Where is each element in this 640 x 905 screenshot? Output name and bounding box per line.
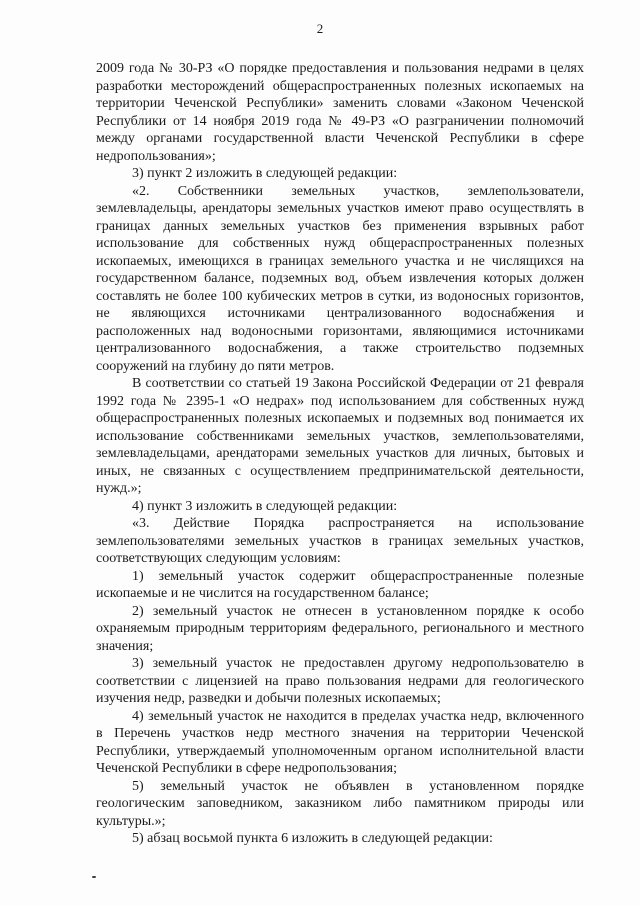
paragraph: 4) земельный участок не находится в пределах участка недр, включенного в Перечень участков недр местного значения на территории Чеченской Республики, утверждаемый уполномоченным органом исполнительной власти Чеченской Республики в сфере недропользования; [96,708,584,776]
paragraph: «3. Действие Порядка распространяется на использование землепользователями земельных участков в границах земельных участков, соответствующих следующим условиям: [96,516,584,566]
page-number: 2 [316,21,324,36]
paragraph: 3) земельный участок не предоставлен другому недропользователю в соответствии с лицензией на право пользования недрами для геологического изучения недр, разведки и добычи полезных ископаемых; [96,656,584,706]
paragraph: 5) абзац восьмой пункта 6 изложить в следующей редакции: [132,831,493,846]
paragraph: 2009 года № 30-РЗ «О порядке предоставления и пользования недрами в целях разработки месторождений общераспространенных полезных ископаемых на территории Чеченской Республики» заменить словами «Законом Чеченской Республики от 14 ноября 2019 года № 49-РЗ «О разграничении полномочий между органами государственной власти Чеченской Республики в сфере недропользования»; [96,61,584,164]
scan-artifact [92,876,96,878]
document-body [96,60,584,848]
paragraph: «2. Собственники земельных участков, землепользователи, землевладельцы, арендаторы земельных участков имеют право осуществлять в границах данных земельных участков без применения взрывных работ использование для собственных нужд общераспространенных полезных ископаемых, имеющихся в границах земельного участка и не числящихся на государственном балансе, подземных вод, объем извлечения которых должен составлять не более 100 кубических метров в сутки, из водоносных горизонтов, не являющихся источниками централизованного водоснабжения и расположенных над водоносными горизонтами, являющимися источниками централизованного водоснабжения, а также строительство подземных сооружений на глубину до пяти метров. [96,183,584,374]
paragraph: 3) пункт 2 изложить в следующей редакции: [132,166,398,181]
paragraph: 4) пункт 3 изложить в следующей редакции: [132,498,398,514]
paragraph: В соответствии со статьей 19 Закона Российской Федерации от 21 февраля 1992 года № 2395-1 «О недрах» под использованием для собственных нужд общераспространенных полезных ископаемых и подземных вод понимается их использование собственниками земельных участков, землепользователями, землевладельцами, арендаторами земельных участков для личных, бытовых и иных, не связанных с осуществлением предпринимательской деятельности, нужд.»; [96,376,584,496]
paragraph: 5) земельный участок не объявлен в установленном порядке геологическим заповедником, заказником либо памятником природы или культуры.»; [96,778,584,829]
paragraph: 2) земельный участок не отнесен в установленном порядке к особо охраняемым природным территориям федерального, регионального и местного значения; [96,603,584,654]
paragraph: 1) земельный участок содержит общераспространенные полезные ископаемые и не числится на государственном балансе; [96,568,584,601]
